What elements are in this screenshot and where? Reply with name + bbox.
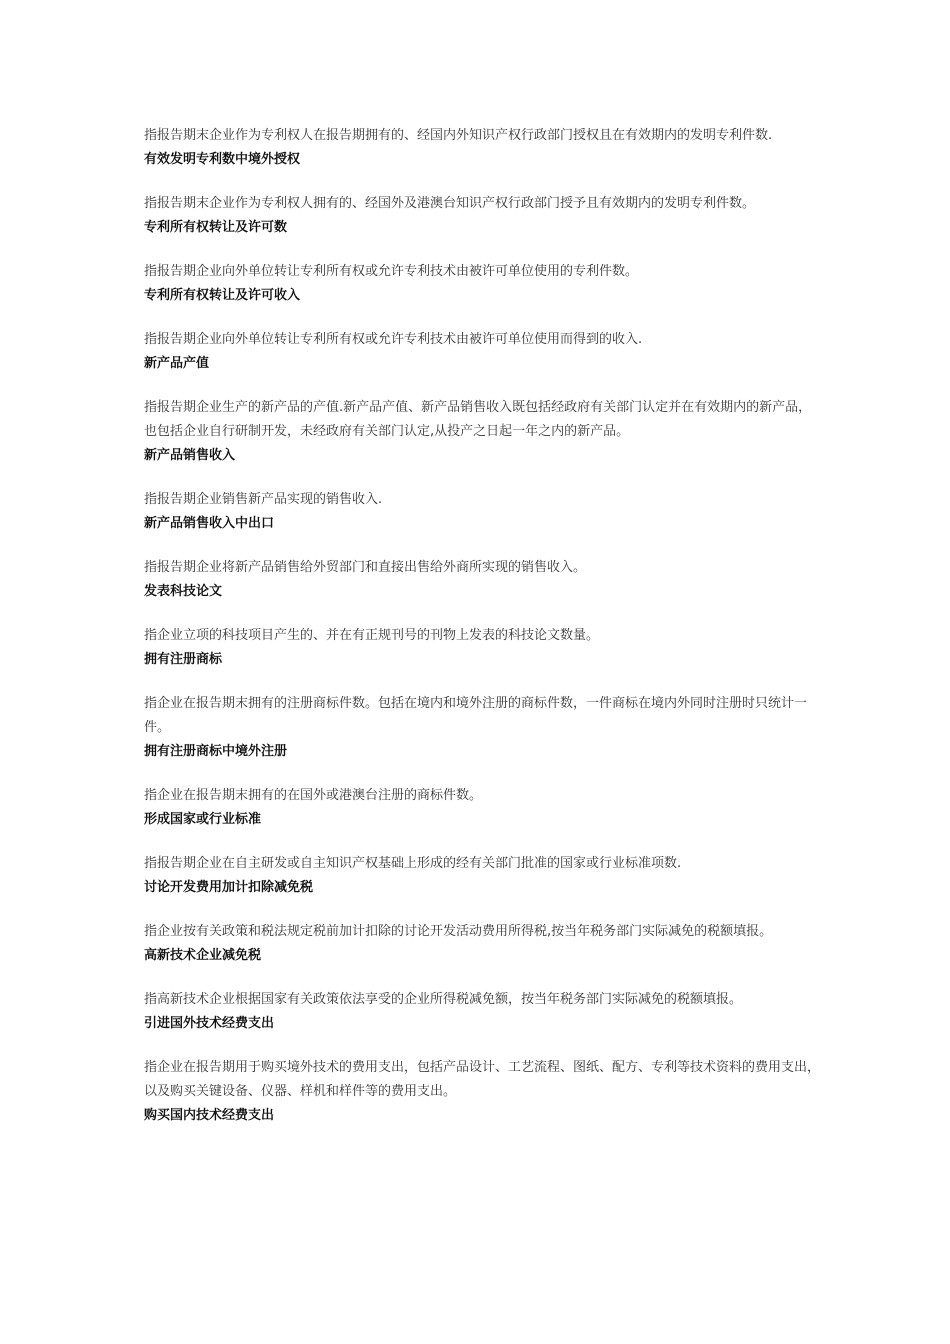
entry-term: 新产品销售收入 xyxy=(144,448,236,463)
entry-description: 指报告期企业销售新产品实现的销售收入. xyxy=(144,492,383,507)
entry-description: 指报告期末企业作为专利权人拥有的、经国外及港澳台知识产权行政部门授予且有效期内的发明专利件数。 xyxy=(144,196,756,211)
entry-description: 指报告期企业将新产品销售给外贸部门和直接出售给外商所实现的销售收入。 xyxy=(144,560,587,575)
entry-term: 形成国家或行业标准 xyxy=(144,812,262,827)
entry-description: 指企业在报告期用于购买境外技术的费用支出，包括产品设计、工艺流程、图纸、配方、专利等技术资料的费用支出，以及购买关键设备、仪器、样机和样件等的费用支出。 xyxy=(144,1060,821,1099)
entry-term: 拥有注册商标 xyxy=(144,652,223,667)
entry-term: 讨论开发费用加计扣除减免税 xyxy=(144,880,314,895)
entry-term: 有效发明专利数中境外授权 xyxy=(144,152,301,167)
entry-term: 高新技术企业减免税 xyxy=(144,948,262,963)
entry-term: 新产品产值 xyxy=(144,356,210,371)
entry-term: 专利所有权转让及许可收入 xyxy=(144,288,301,303)
entry-term: 发表科技论文 xyxy=(144,584,223,599)
entry-term: 专利所有权转让及许可数 xyxy=(144,220,288,235)
entry-description: 指报告期企业向外单位转让专利所有权或允许专利技术由被许可单位使用而得到的收入. xyxy=(144,332,643,347)
entry-description: 指报告期企业向外单位转让专利所有权或允许专利技术由被许可单位使用的专利件数。 xyxy=(144,264,639,279)
document-body xyxy=(144,124,820,1148)
entry-description: 指报告期末企业作为专利权人在报告期拥有的、经国内外知识产权行政部门授权且在有效期内的发明专利件数. xyxy=(144,128,773,143)
entry-description: 指企业在报告期末拥有的在国外或港澳台注册的商标件数。 xyxy=(144,788,483,803)
entry-term: 新产品销售收入中出口 xyxy=(144,516,275,531)
entry-term: 购买国内技术经费支出 xyxy=(144,1108,275,1123)
entry-description: 指企业在报告期末拥有的注册商标件数。包括在境内和境外注册的商标件数，一件商标在境内外同时注册时只统计一件。 xyxy=(144,696,808,735)
entry-term: 引进国外技术经费支出 xyxy=(144,1016,275,1031)
entry-description: 指企业按有关政策和税法规定税前加计扣除的讨论开发活动费用所得税,按当年税务部门实际减免的税额填报。 xyxy=(144,924,773,939)
entry-term: 拥有注册商标中境外注册 xyxy=(144,744,288,759)
entry-description: 指高新技术企业根据国家有关政策依法享受的企业所得税减免额，按当年税务部门实际减免的税额填报。 xyxy=(144,992,743,1007)
entry-description: 指报告期企业生产的新产品的产值.新产品产值、新产品销售收入既包括经政府有关部门认定并在有效期内的新产品，也包括企业自行研制开发，未经政府有关部门认定,从投产之日起一年之内的新产品。 xyxy=(144,400,812,439)
entry-description: 指企业立项的科技项目产生的、并在有正规刊号的刊物上发表的科技论文数量。 xyxy=(144,628,600,643)
entry-description: 指报告期企业在自主研发或自主知识产权基础上形成的经有关部门批准的国家或行业标准项数. xyxy=(144,856,682,871)
